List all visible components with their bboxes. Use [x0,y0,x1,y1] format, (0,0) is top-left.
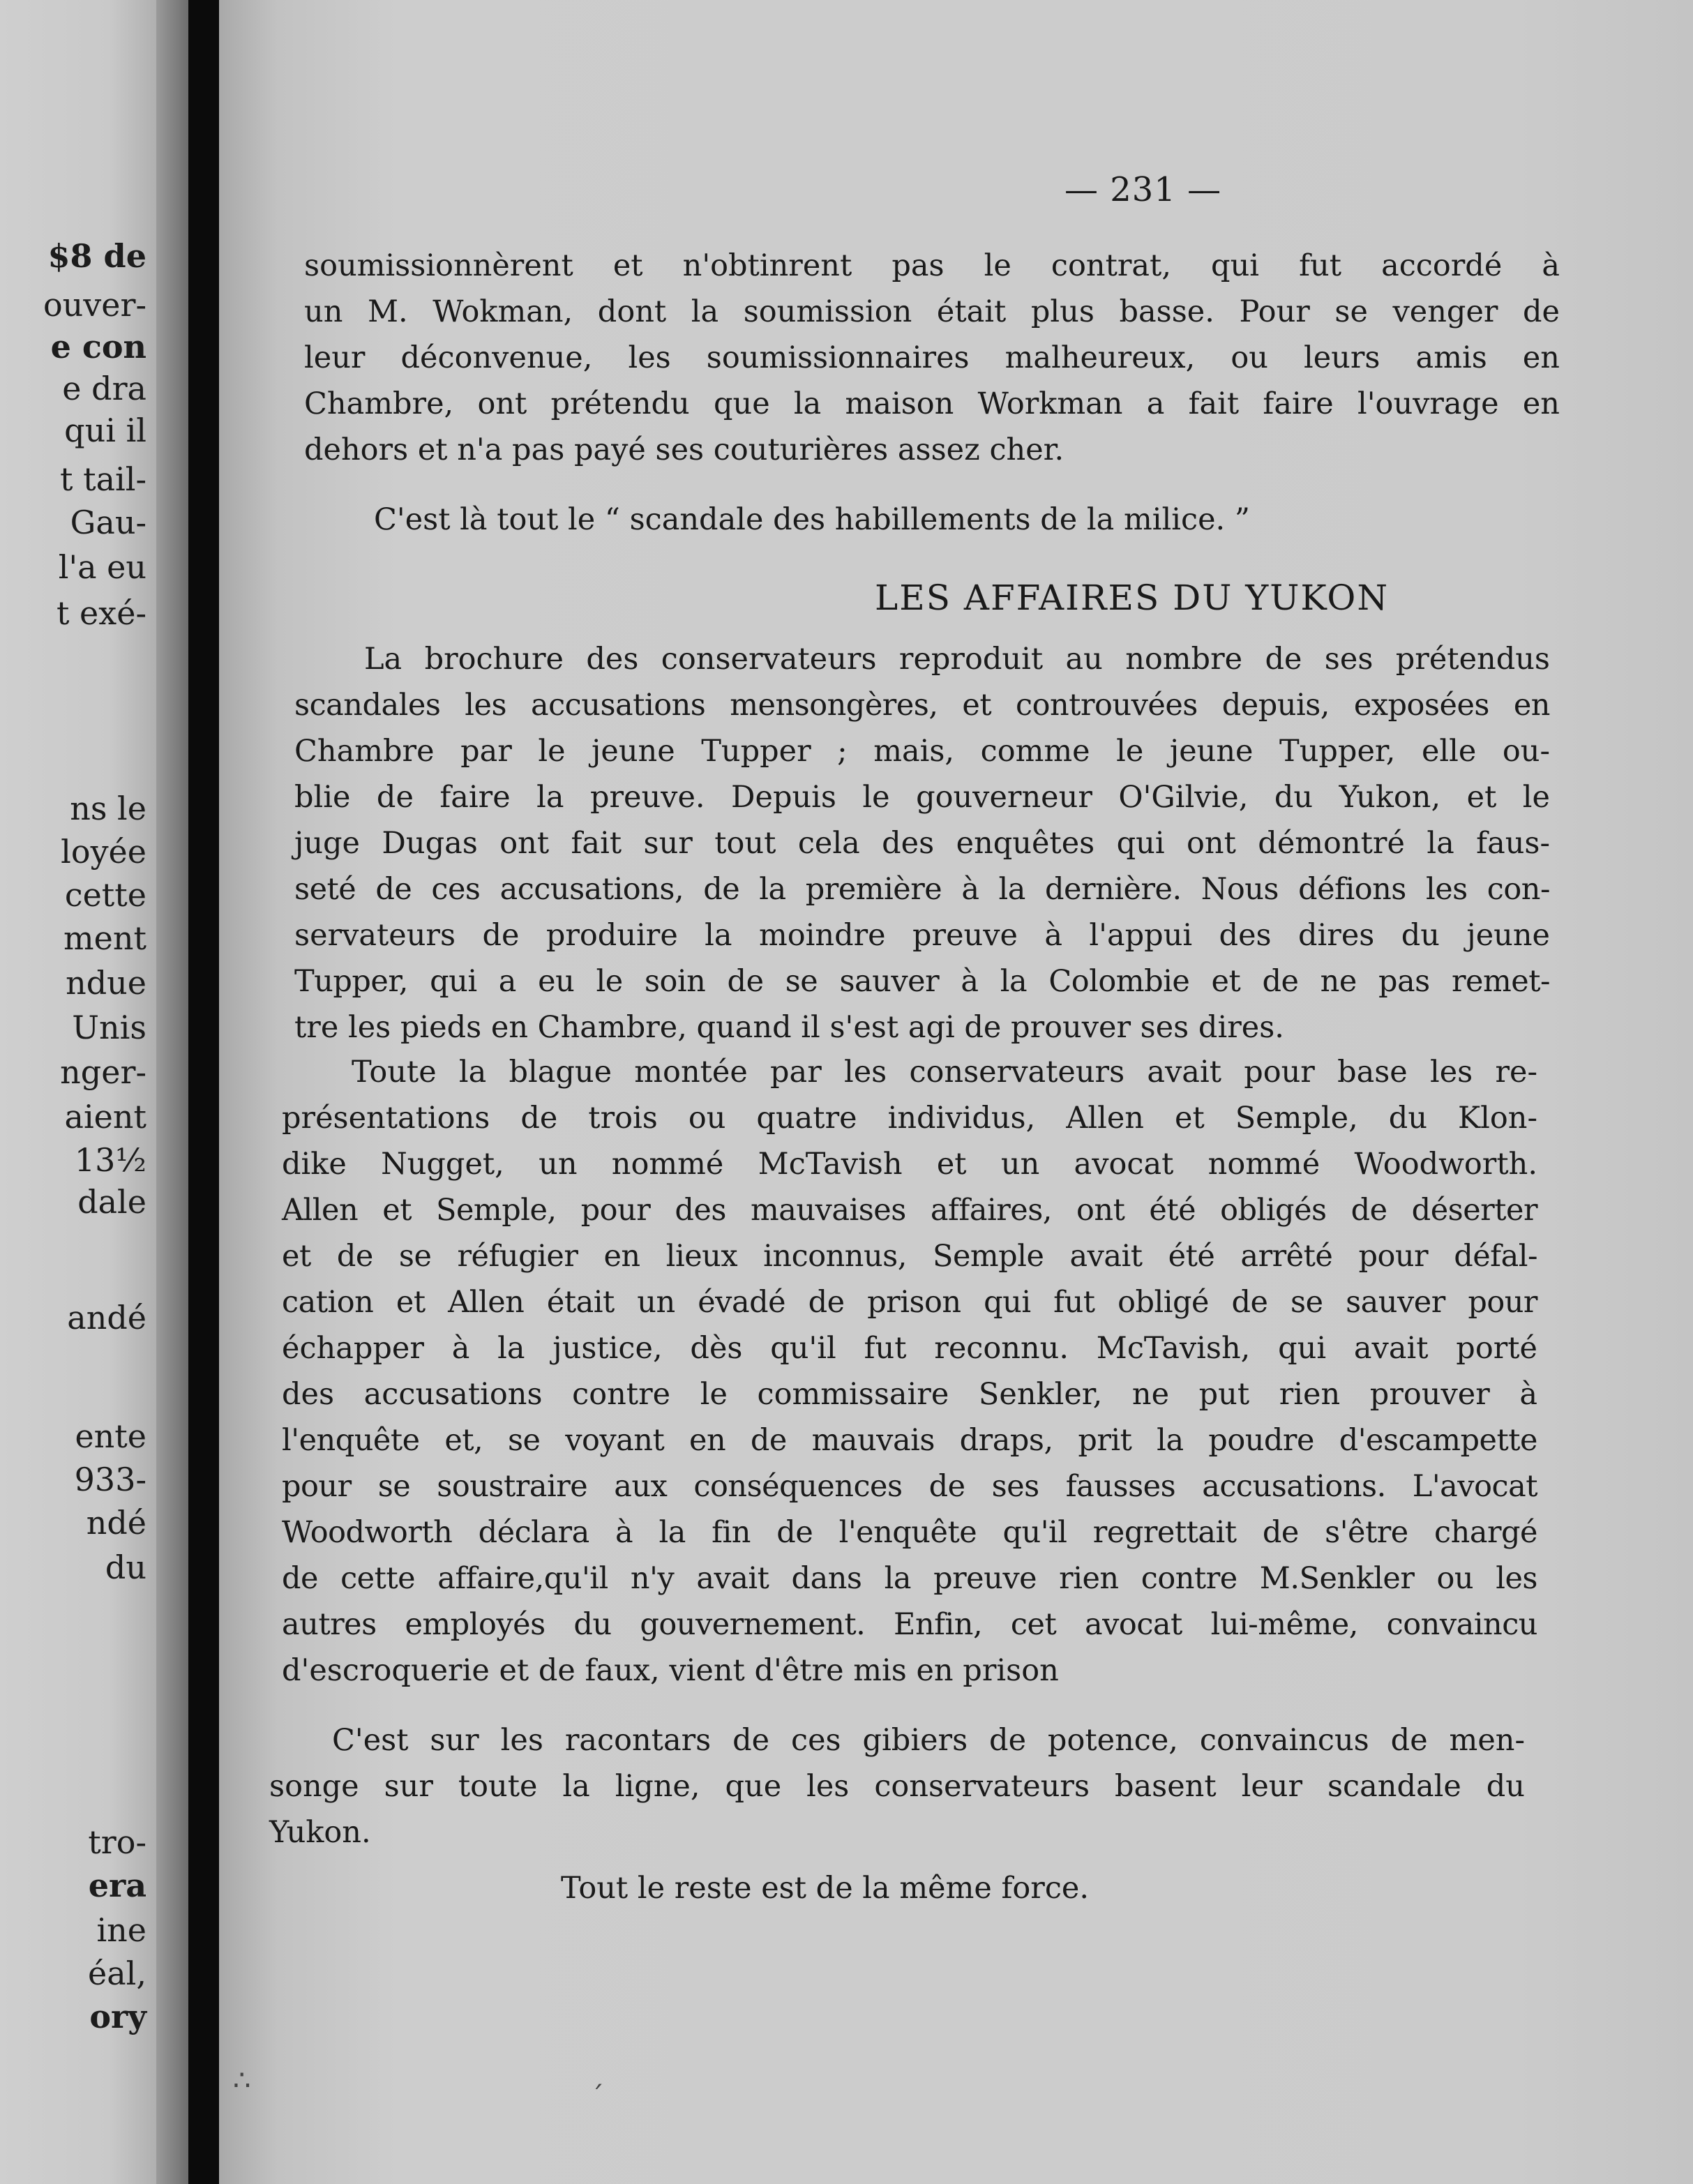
text-line: blie de faire la preuve. Depuis le gouverneur O'Gilvie, du Yukon, et le [294,780,1550,815]
text-line: des accusations contre le commissaire Senkler, ne put rien prouver à [282,1377,1537,1412]
text-line: d'escroquerie et de faux, vient d'être mis en prison [282,1653,1059,1688]
paragraph-3 [294,636,1550,1050]
text-line: leur déconvenue, les soumissionnaires malheureux, ou leurs amis en [304,340,1560,375]
left-page-line: era [88,1867,146,1904]
left-page-line: ine [96,1911,146,1949]
left-page-line: qui il [64,412,146,449]
left-page-line: t tail- [60,460,146,498]
text-line: Woodworth déclara à la fin de l'enquête qu'il regrettait de s'être chargé [282,1515,1537,1550]
left-page-line: 13½ [74,1141,146,1179]
main-page [219,0,1693,2184]
left-page-line: t exé- [56,594,146,632]
text-line: songe sur toute la ligne, que les conservateurs basent leur scandale du [269,1769,1525,1804]
left-page-line: ment [63,919,146,957]
text-line: dike Nugget, un nommé McTavish et un avocat nommé Woodworth. [282,1147,1537,1182]
text-line: pour se soustraire aux conséquences de ses fausses accusations. L'avocat [282,1469,1537,1504]
left-page-line: aient [64,1098,146,1136]
text-line: soumissionnèrent et n'obtinrent pas le contrat, qui fut accordé à [304,248,1560,283]
left-page-line: 933- [74,1461,146,1498]
left-page-line: e dra [62,370,146,407]
left-page-line: du [105,1549,146,1586]
text-line: dehors et n'a pas payé ses couturières assez cher. [304,432,1064,467]
text-line: Chambre par le jeune Tupper ; mais, comme le jeune Tupper, elle ou- [294,734,1550,769]
text-line: tre les pieds en Chambre, quand il s'est agi de prouver ses dires. [294,1010,1284,1045]
text-line: Chambre, ont prétendu que la maison Workman a fait faire l'ouvrage en [304,386,1560,421]
text-line: seté de ces accusations, de la première à la dernière. Nous défions les con- [294,872,1550,907]
paragraph-1 [304,243,1560,473]
text-line: et de se réfugier en lieux inconnus, Semple avait été arrêté pour défal- [282,1239,1537,1274]
left-page-line: e con [50,328,146,366]
text-line: C'est là tout le “ scandale des habillements de la milice. ” [374,502,1250,537]
left-page-line: andé [67,1299,146,1336]
gutter-shadow [156,0,188,2184]
left-page-line: l'a eu [58,548,146,586]
scan-speck: ´ [590,2081,604,2114]
left-page-fragment [0,0,156,2184]
text-line: l'enquête et, se voyant en de mauvais draps, prit la poudre d'escampette [282,1423,1537,1458]
left-page-line: tro- [88,1823,146,1861]
text-line: Toute la blague montée par les conservateurs avait pour base les re- [352,1055,1537,1090]
text-line: cation et Allen était un évadé de prison qui fut obligé de se sauver pour [282,1285,1537,1320]
text-line: juge Dugas ont fait sur tout cela des enquêtes qui ont démontré la faus- [294,826,1550,861]
binding-line [188,0,219,2184]
text-line: Yukon. [269,1815,371,1850]
text-line: échapper à la justice, dès qu'il fut reconnu. McTavish, qui avait porté [282,1331,1537,1366]
section-heading: LES AFFAIRES DU YUKON [875,578,1390,618]
text-line: autres employés du gouvernement. Enfin, cet avocat lui-même, convaincu [282,1607,1537,1642]
text-line: Allen et Semple, pour des mauvaises affaires, ont été obligés de déserter [282,1193,1537,1228]
text-line: La brochure des conservateurs reproduit au nombre de ses prétendus [364,642,1550,677]
left-page-line: ente [75,1417,146,1455]
closing-line: Tout le reste est de la même force. [561,1871,1090,1906]
left-page-line: dale [77,1183,146,1221]
left-page-line: ndé [86,1504,146,1542]
left-page-line: Gau- [70,504,146,541]
left-page-line: cette [64,876,146,914]
left-page-line: loyée [61,833,146,871]
text-line: un M. Wokman, dont la soumission était plus basse. Pour se venger de [304,294,1560,329]
text-line: présentations de trois ou quatre individus, Allen et Semple, du Klon- [282,1101,1537,1136]
left-page-line: nger- [60,1053,146,1091]
paragraph-5 [269,1717,1525,1855]
text-line: servateurs de produire la moindre preuve à l'appui des dires du jeune [294,918,1550,953]
text-line: scandales les accusations mensongères, et controuvées depuis, exposées en [294,688,1550,723]
paragraph-4 [282,1049,1537,1694]
text-line: Tupper, qui a eu le soin de se sauver à la Colombie et de ne pas remet- [294,964,1550,999]
left-page-line: ory [89,1998,146,2035]
left-page-line: ns le [70,790,146,827]
left-page-line: ouver- [43,286,146,324]
text-line: de cette affaire,qu'il n'y avait dans la preuve rien contre M.Senkler ou les [282,1561,1537,1596]
left-page-line: éal, [88,1955,146,1992]
paragraph-2 [374,497,1630,543]
left-page-line: ndue [66,964,146,1002]
page-number: — 231 — [1064,170,1222,209]
left-page-line: Unis [72,1009,146,1046]
text-line: C'est sur les racontars de ces gibiers de potence, convaincus de men- [332,1723,1525,1758]
left-page-line: $8 de [47,237,146,275]
scan-speck: ∴ [233,2065,251,2097]
